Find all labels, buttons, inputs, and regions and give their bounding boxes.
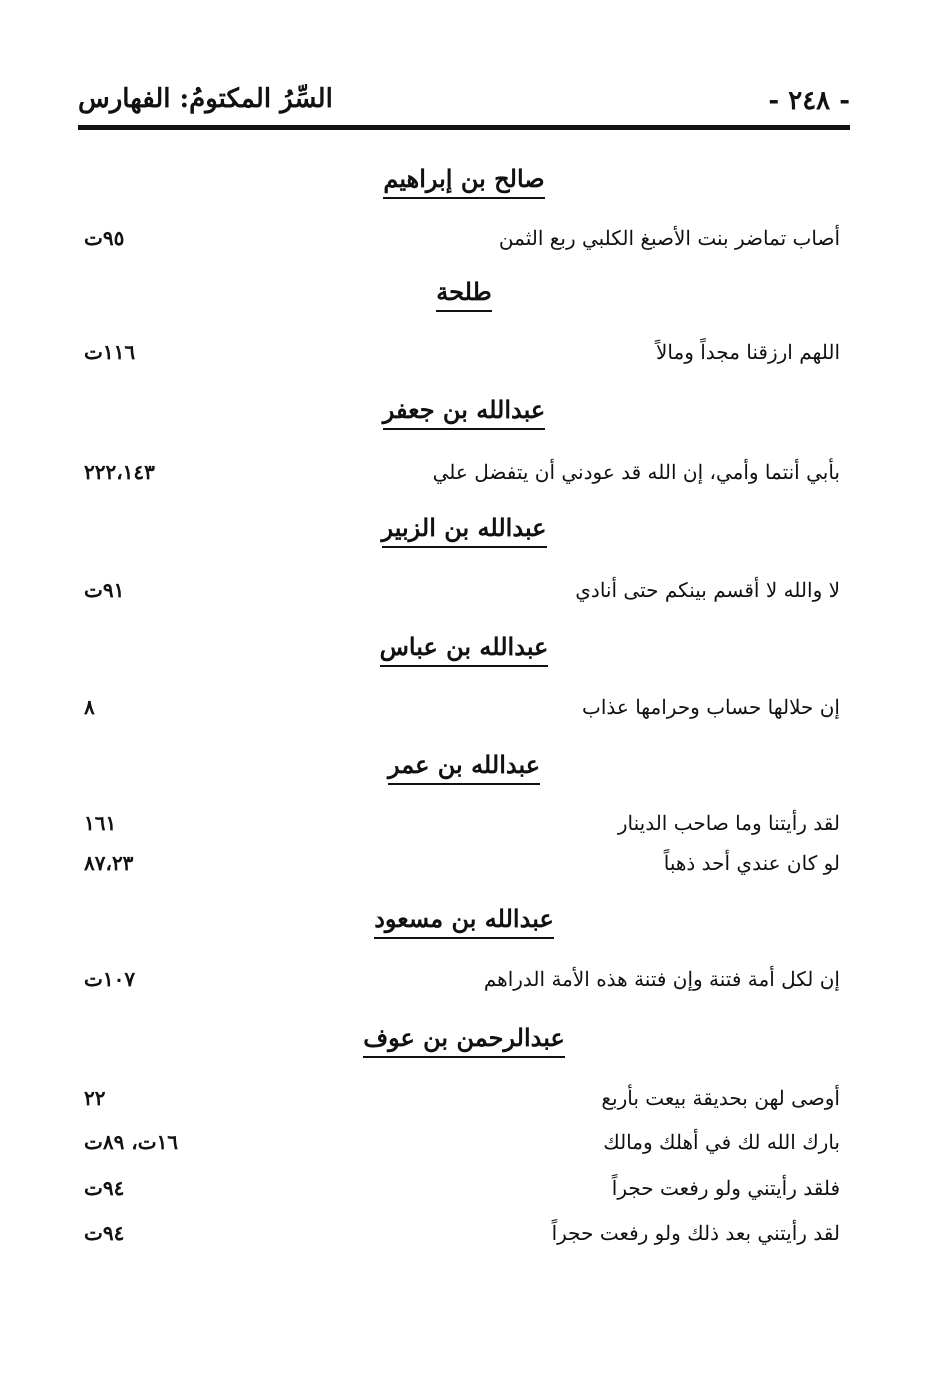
- entry-text: أوصى لهن بحديقة بيعت بأربع: [601, 1086, 840, 1110]
- entry-text: بأبي أنتما وأمي، إن الله قد عودني أن يتفضل علي: [432, 460, 840, 484]
- section-heading-text: عبدالله بن مسعود: [374, 905, 554, 939]
- page-header: [78, 82, 850, 122]
- header-rule: [78, 125, 850, 130]
- index-entry: [78, 573, 840, 607]
- section-heading: [78, 904, 850, 939]
- entry-text: لو كان عندي أحد ذهباً: [663, 851, 840, 875]
- running-title: السِّرُ المكتومُ: الفهارس: [78, 84, 333, 114]
- section-heading: [78, 1023, 850, 1058]
- entry-page-ref: ١٦ت، ٨٩ت: [84, 1130, 179, 1154]
- entry-page-ref: ٢٢: [84, 1086, 106, 1110]
- index-entry: [78, 335, 840, 369]
- index-entry: [78, 806, 840, 840]
- entry-page-ref: ١٠٧ت: [84, 967, 136, 991]
- entry-text: إن حلالها حساب وحرامها عذاب: [582, 695, 840, 719]
- entry-text: اللهم ارزقنا مجداً ومالاً: [656, 340, 840, 364]
- index-entry: [78, 690, 840, 724]
- entry-text: لقد رأيتني بعد ذلك ولو رفعت حجراً: [551, 1221, 840, 1245]
- index-entry: [78, 1125, 840, 1159]
- section-heading: [78, 164, 850, 199]
- section-heading-text: طلحة: [436, 278, 491, 312]
- section-heading-text: عبدالله بن الزبير: [382, 514, 547, 548]
- entry-page-ref: ١٦١: [84, 811, 117, 835]
- index-entry: [78, 1171, 840, 1205]
- entry-page-ref: ٩٤ت: [84, 1176, 125, 1200]
- entry-text: بارك الله لك في أهلك ومالك: [603, 1130, 840, 1154]
- index-entry: [78, 846, 840, 880]
- section-heading: [78, 632, 850, 667]
- section-heading-text: عبدالله بن جعفر: [383, 396, 545, 430]
- entry-text: فلقد رأيتني ولو رفعت حجراً: [611, 1176, 840, 1200]
- entry-page-ref: ٩١ت: [84, 578, 125, 602]
- entry-text: لا والله لا أقسم بينكم حتى أنادي: [575, 578, 840, 602]
- page-number: - ٢٤٨ -: [768, 86, 850, 116]
- entry-page-ref: ١١٦ت: [84, 340, 136, 364]
- section-heading: [78, 513, 850, 548]
- section-heading: [78, 750, 850, 785]
- entry-page-ref: ٨٧،٢٣: [84, 851, 134, 875]
- index-entry: [78, 455, 840, 489]
- section-heading-text: صالح بن إبراهيم: [383, 165, 544, 199]
- section-heading: [78, 395, 850, 430]
- entry-page-ref: ٩٤ت: [84, 1221, 125, 1245]
- index-entry: [78, 221, 840, 255]
- entry-text: إن لكل أمة فتنة وإن فتنة هذه الأمة الدراهم: [483, 967, 840, 991]
- entry-page-ref: ٩٥ت: [84, 226, 125, 250]
- section-heading-text: عبدالله بن عباس: [380, 633, 549, 667]
- entry-text: أصاب تماضر بنت الأصبغ الكلبي ربع الثمن: [498, 226, 840, 250]
- index-entry: [78, 962, 840, 996]
- entry-page-ref: ٢٢٢،١٤٣: [84, 460, 155, 484]
- index-entry: [78, 1081, 840, 1115]
- section-heading: [78, 277, 850, 312]
- section-heading-text: عبدالله بن عمر: [388, 751, 540, 785]
- entry-text: لقد رأيتنا وما صاحب الدينار: [617, 811, 840, 835]
- entry-page-ref: ٨: [84, 695, 95, 719]
- section-heading-text: عبدالرحمن بن عوف: [363, 1024, 565, 1058]
- index-entry: [78, 1216, 840, 1250]
